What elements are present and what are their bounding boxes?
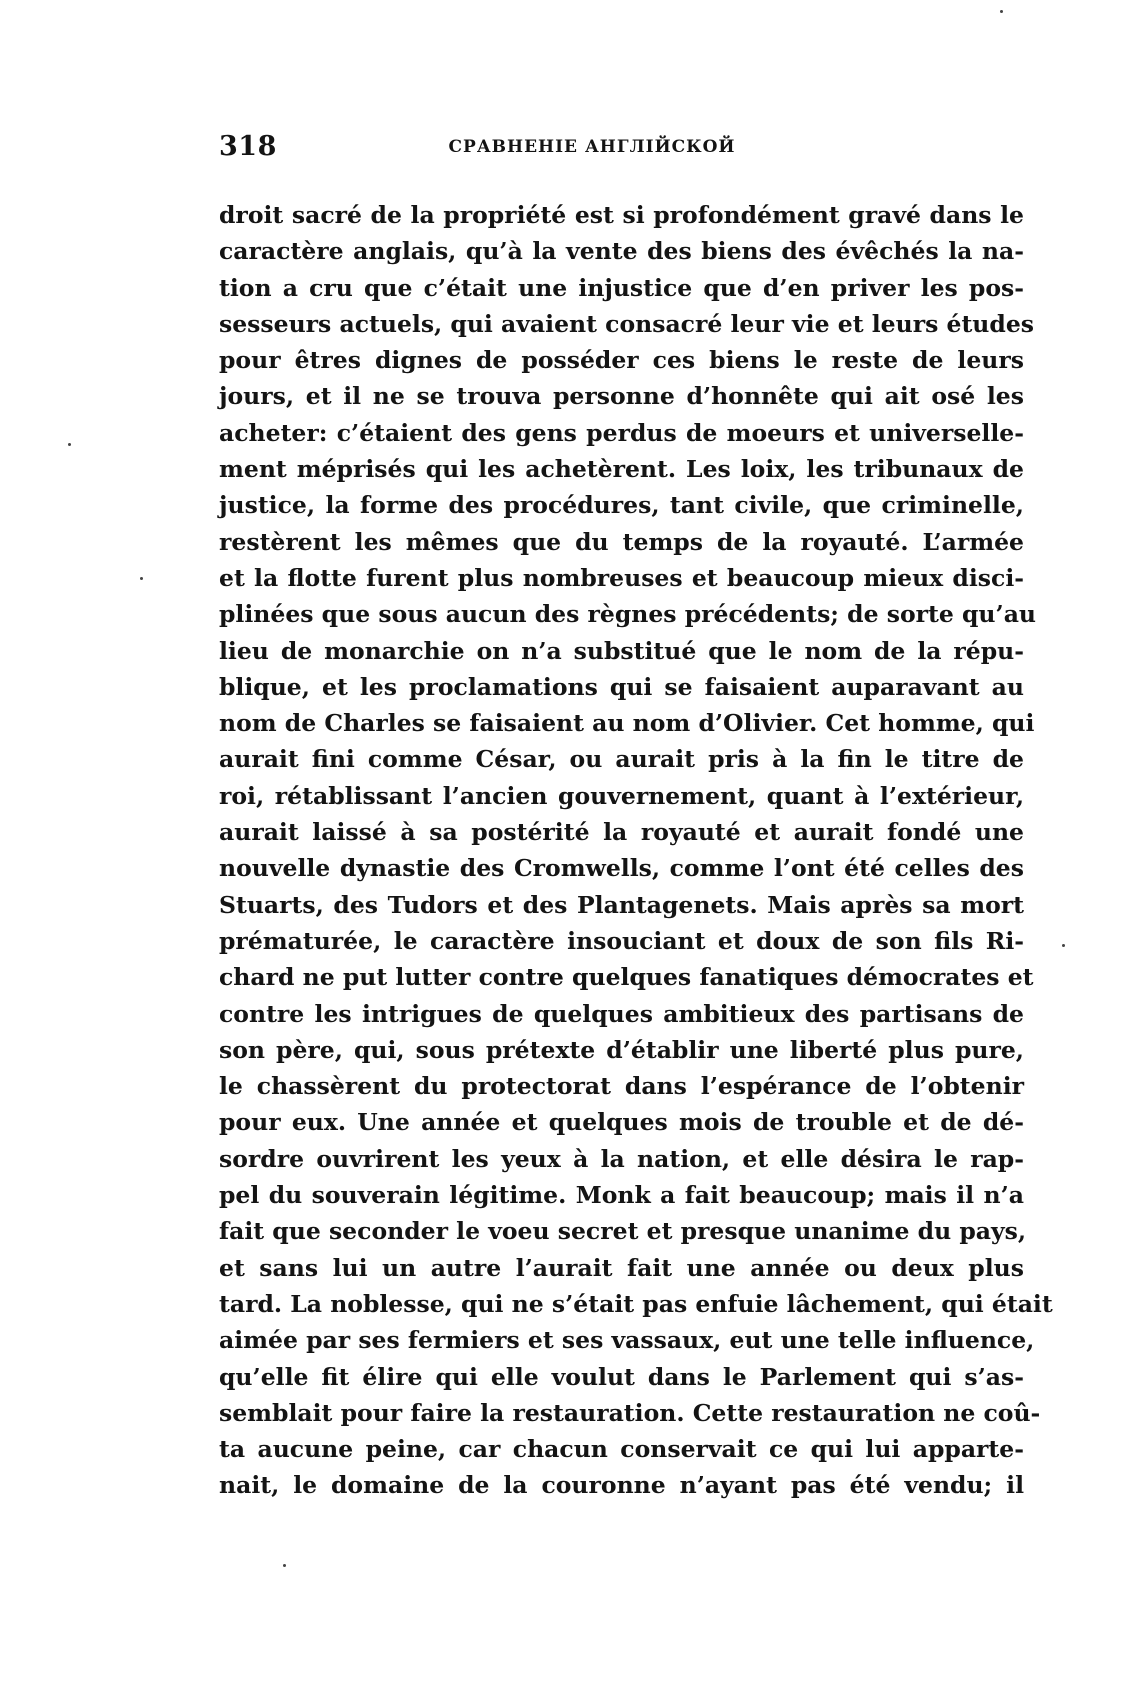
text-line: nouvelle dynastie des Cromwells, comme l’ont été celles des (219, 854, 1024, 883)
text-line: tion a cru que c’était une injustice que d’en priver les pos- (219, 273, 1024, 302)
text-line: nom de Charles se faisaient au nom d’Olivier. Cet homme, qui (219, 709, 1035, 738)
text-line: tard. La noblesse, qui ne s’était pas enfuie lâchement, qui était (219, 1289, 1053, 1318)
scan-speck (140, 577, 143, 580)
text-line: justice, la forme des procédures, tant civile, que criminelle, (219, 491, 1024, 520)
body-text (219, 197, 1053, 1504)
scan-speck (68, 443, 71, 446)
running-head: СРАВНЕНІЕ АНГЛІЙСКОЙ (448, 137, 736, 157)
text-line: ment méprisés qui les achetèrent. Les loix, les tribunaux de (219, 455, 1024, 484)
text-line: jours, et il ne se trouva personne d’honnête qui ait osé les (219, 382, 1024, 411)
text-line: chard ne put lutter contre quelques fanatiques démocrates et (219, 963, 1034, 992)
text-line: lieu de monarchie on n’a substitué que le nom de la répu- (219, 636, 1024, 665)
text-line: sordre ouvrirent les yeux à la nation, et elle désira le rap- (219, 1144, 1024, 1173)
text-line: pel du souverain légitime. Monk a fait beaucoup; mais il n’a (219, 1181, 1024, 1210)
text-line: aimée par ses fermiers et ses vassaux, eut une telle influence, (219, 1326, 1035, 1355)
text-line: prématurée, le caractère insouciant et doux de son fils Ri- (219, 926, 1024, 955)
text-line: aurait fini comme César, ou aurait pris à la fin le titre de (219, 745, 1024, 774)
text-line: et sans lui un autre l’aurait fait une année ou deux plus (219, 1253, 1024, 1282)
text-line: aurait laissé à sa postérité la royauté et aurait fondé une (219, 818, 1024, 847)
text-line: sesseurs actuels, qui avaient consacré leur vie et leurs études (219, 309, 1034, 338)
text-line: qu’elle fit élire qui elle voulut dans le Parlement qui s’as- (219, 1362, 1024, 1391)
text-line: ta aucune peine, car chacun conservait ce qui lui apparte- (219, 1435, 1024, 1464)
text-line: pour eux. Une année et quelques mois de trouble et de dé- (219, 1108, 1024, 1137)
page-number: 318 (219, 131, 277, 162)
text-line: contre les intrigues de quelques ambitieux des partisans de (219, 999, 1024, 1028)
text-line: nait, le domaine de la couronne n’ayant pas été vendu; il (219, 1471, 1024, 1500)
text-line: roi, rétablissant l’ancien gouvernement, quant à l’extérieur, (219, 781, 1024, 810)
text-line: restèrent les mêmes que du temps de la royauté. L’armée (219, 527, 1024, 556)
text-line: Stuarts, des Tudors et des Plantagenets. Mais après sa mort (219, 890, 1024, 919)
text-line: fait que seconder le voeu secret et presque unanime du pays, (219, 1217, 1027, 1246)
text-line: et la flotte furent plus nombreuses et beaucoup mieux disci- (219, 563, 1024, 592)
text-line: son père, qui, sous prétexte d’établir une liberté plus pure, (219, 1035, 1024, 1064)
text-line: semblait pour faire la restauration. Cette restauration ne coû- (219, 1398, 1041, 1427)
text-line: le chassèrent du protectorat dans l’espérance de l’obtenir (219, 1072, 1024, 1101)
text-line: droit sacré de la propriété est si profondément gravé dans le (219, 201, 1024, 229)
text-line: acheter: c’étaient des gens perdus de moeurs et universelle- (219, 418, 1024, 447)
scan-speck (1062, 944, 1065, 947)
text-line: blique, et les proclamations qui se faisaient auparavant au (219, 672, 1024, 701)
text-line: plinées que sous aucun des règnes précédents; de sorte qu’au (219, 600, 1037, 629)
text-line: caractère anglais, qu’à la vente des biens des évêchés la na- (219, 237, 1024, 266)
page-header (219, 128, 1024, 166)
scan-speck (283, 1564, 286, 1567)
scan-speck (1000, 10, 1003, 13)
text-line: pour êtres dignes de posséder ces biens le reste de leurs (219, 346, 1024, 375)
